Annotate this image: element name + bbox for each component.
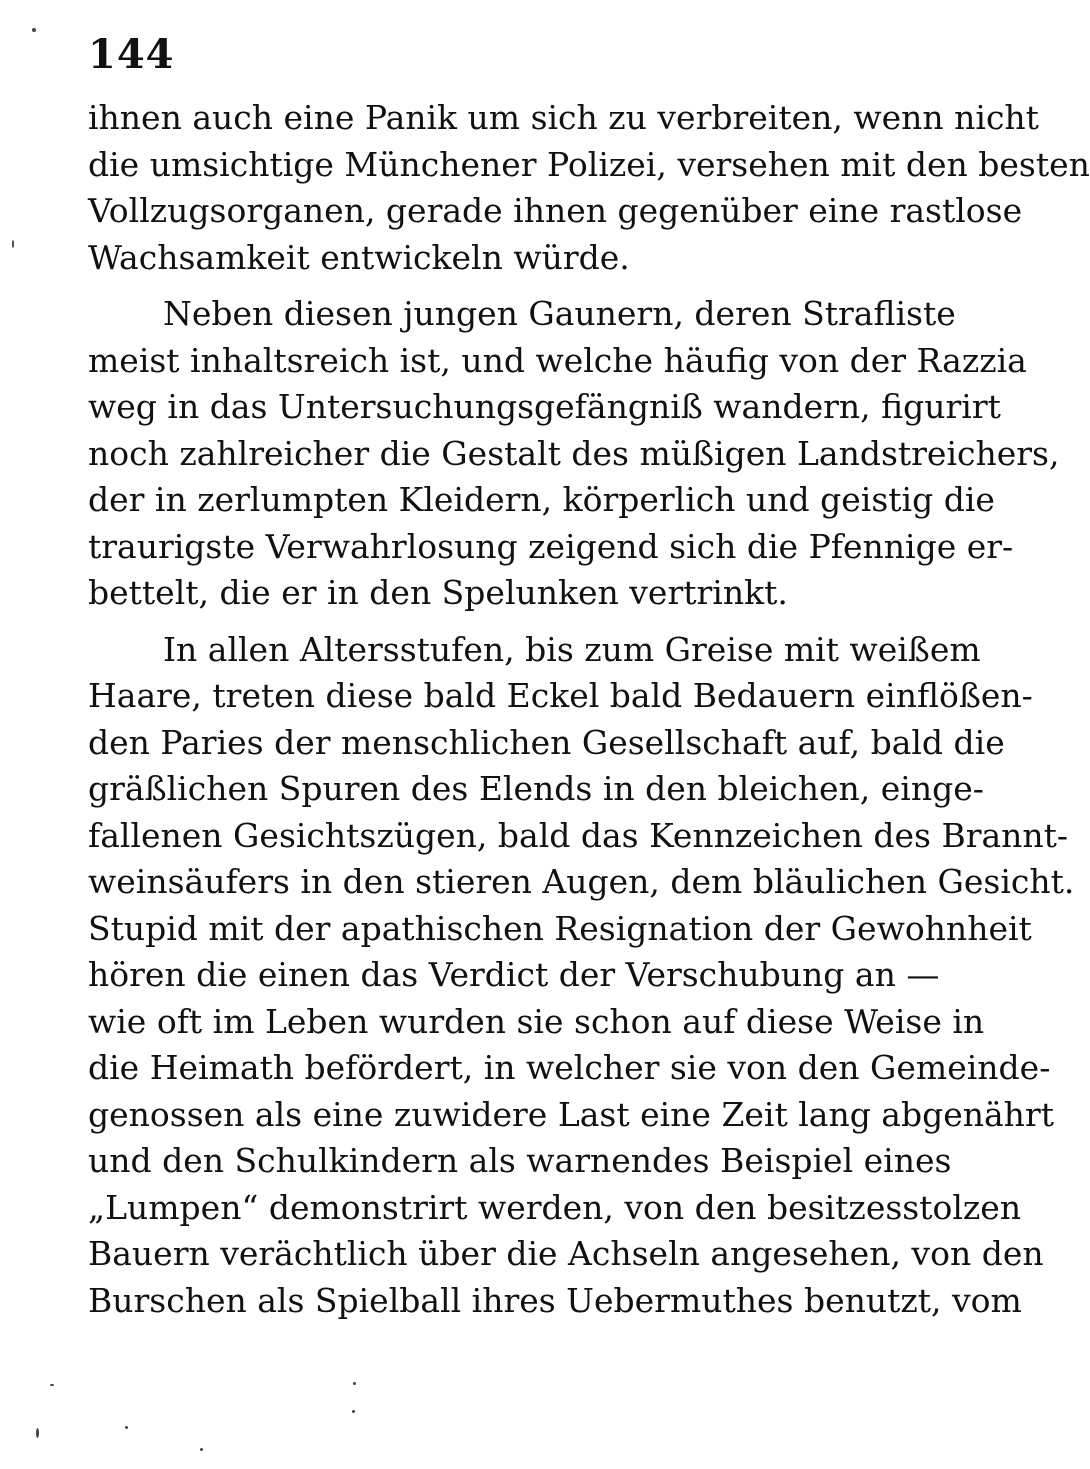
text-line: meist inhaltsreich ist, und welche häufig von der Razzia: [88, 340, 1027, 380]
scan-speck: [352, 1410, 355, 1413]
text-line: die umsichtige Münchener Polizei, versehen mit den besten: [88, 144, 1090, 184]
scan-speck: [32, 28, 36, 32]
text-line: den Paries der menschlichen Gesellschaft auf, bald die: [88, 722, 1005, 762]
text-line: Haare, treten diese bald Eckel bald Bedauern einflößen-: [88, 676, 1033, 715]
text-line: weg in das Untersuchungsgefängniß wandern, figurirt: [88, 387, 1001, 426]
body-text: [88, 95, 1090, 1334]
text-line: fallenen Gesichtszügen, bald das Kennzeichen des Brannt-: [88, 815, 1069, 855]
text-line: die Heimath befördert, in welcher sie von den Gemeinde-: [88, 1048, 1051, 1087]
paragraph: [88, 95, 1090, 281]
text-line: und den Schulkindern als warnendes Beispiel eines: [88, 1141, 952, 1180]
page-number: 144: [88, 31, 175, 78]
text-line: Neben diesen jungen Gaunern, deren Strafliste: [163, 294, 956, 333]
text-line: wie oft im Leben wurden sie schon auf diese Weise in: [88, 1001, 985, 1041]
scan-speck: [353, 1382, 356, 1385]
scan-speck: [36, 1428, 39, 1438]
text-line: ihnen auch eine Panik um sich zu verbreiten, wenn nicht: [88, 98, 1039, 137]
text-line: Stupid mit der apathischen Resignation der Gewohnheit: [88, 908, 1032, 948]
text-line: Bauern verächtlich über die Achseln angesehen, von den: [88, 1234, 1044, 1273]
text-line: hören die einen das Verdict der Verschubung an —: [88, 955, 940, 994]
text-line: „Lumpen“ demonstrirt werden, von den besitzesstolzen: [88, 1187, 1022, 1227]
text-line: In allen Altersstufen, bis zum Greise mit weißem: [163, 629, 981, 669]
scan-speck: [200, 1448, 203, 1451]
paragraph: [88, 291, 1060, 617]
text-line: noch zahlreicher die Gestalt des müßigen Landstreichers,: [88, 433, 1060, 473]
text-line: der in zerlumpten Kleidern, körperlich und geistig die: [88, 480, 995, 519]
scan-speck: [125, 1426, 128, 1429]
scan-speck: [50, 1384, 54, 1386]
text-line: traurigste Verwahrlosung zeigend sich die Pfennige er-: [88, 526, 1014, 566]
text-line: Burschen als Spielball ihres Uebermuthes benutzt, vom: [88, 1280, 1022, 1320]
scan-speck: [12, 240, 14, 248]
text-line: bettelt, die er in den Spelunken vertrinkt.: [88, 573, 788, 612]
text-line: weinsäufers in den stieren Augen, dem bläulichen Gesicht.: [88, 862, 1075, 901]
text-line: Wachsamkeit entwickeln würde.: [88, 237, 630, 277]
paragraph: [88, 627, 1075, 1325]
text-line: gräßlichen Spuren des Elends in den bleichen, einge-: [88, 769, 984, 808]
text-line: genossen als eine zuwidere Last eine Zeit lang abgenährt: [88, 1094, 1054, 1134]
text-line: Vollzugsorganen, gerade ihnen gegenüber eine rastlose: [88, 191, 1023, 230]
